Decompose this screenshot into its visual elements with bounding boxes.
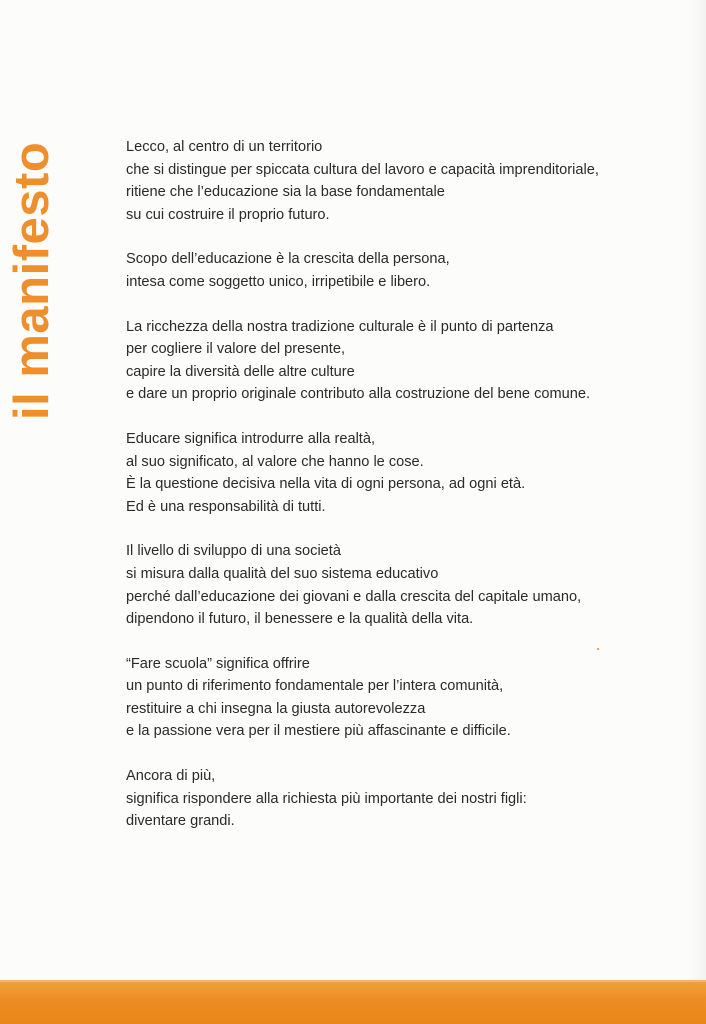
paragraph bbox=[126, 136, 686, 226]
paragraph bbox=[126, 540, 686, 630]
text-line: su cui costruire il proprio futuro. bbox=[126, 206, 330, 223]
text-line: Ancora di più, bbox=[126, 768, 216, 785]
text-line: ritiene che l’educazione sia la base fondamentale bbox=[126, 184, 445, 201]
text-line: al suo significato, al valore che hanno le cose. bbox=[126, 453, 424, 470]
paragraph bbox=[126, 765, 686, 833]
text-line: per cogliere il valore del presente, bbox=[126, 341, 346, 358]
text-line: restituire a chi insegna la giusta autorevolezza bbox=[126, 700, 426, 717]
page-title: il manifesto bbox=[5, 141, 59, 420]
paragraph bbox=[126, 316, 686, 406]
text-line: La ricchezza della nostra tradizione culturale è il punto di partenza bbox=[126, 318, 554, 335]
bottom-orange-band bbox=[0, 982, 706, 1024]
manifesto-text bbox=[126, 136, 686, 855]
text-line: che si distingue per spiccata cultura del lavoro e capacità imprenditoriale, bbox=[126, 161, 599, 178]
paragraph bbox=[126, 428, 686, 518]
page-edge-shadow bbox=[688, 0, 706, 980]
text-line: dipendono il futuro, il benessere e la qualità della vita. bbox=[126, 611, 474, 628]
text-line: significa rispondere alla richiesta più importante dei nostri figli: bbox=[126, 790, 527, 807]
paragraph bbox=[126, 653, 686, 743]
text-line: Ed è una responsabilità di tutti. bbox=[126, 498, 326, 515]
text-line: Il livello di sviluppo di una società bbox=[126, 543, 341, 560]
text-line: diventare grandi. bbox=[126, 813, 235, 830]
text-line: È la questione decisiva nella vita di ogni persona, ad ogni età. bbox=[126, 476, 526, 493]
text-line: perché dall’educazione dei giovani e dalla crescita del capitale umano, bbox=[126, 588, 582, 605]
paragraph bbox=[126, 248, 686, 293]
text-line: capire la diversità delle altre culture bbox=[126, 363, 355, 380]
text-line: e dare un proprio originale contributo alla costruzione del bene comune. bbox=[126, 386, 591, 403]
text-line: e la passione vera per il mestiere più affascinante e difficile. bbox=[126, 723, 511, 740]
text-line: Scopo dell’educazione è la crescita della persona, bbox=[126, 251, 450, 268]
text-line: “Fare scuola” significa offrire bbox=[126, 655, 310, 672]
text-line: intesa come soggetto unico, irripetibile e libero. bbox=[126, 273, 431, 290]
text-line: Educare significa introdurre alla realtà, bbox=[126, 430, 376, 447]
text-line: un punto di riferimento fondamentale per l’intera comunità, bbox=[126, 678, 504, 695]
text-line: Lecco, al centro di un territorio bbox=[126, 139, 323, 155]
print-speck bbox=[597, 648, 599, 650]
text-line: si misura dalla qualità del suo sistema educativo bbox=[126, 565, 439, 582]
